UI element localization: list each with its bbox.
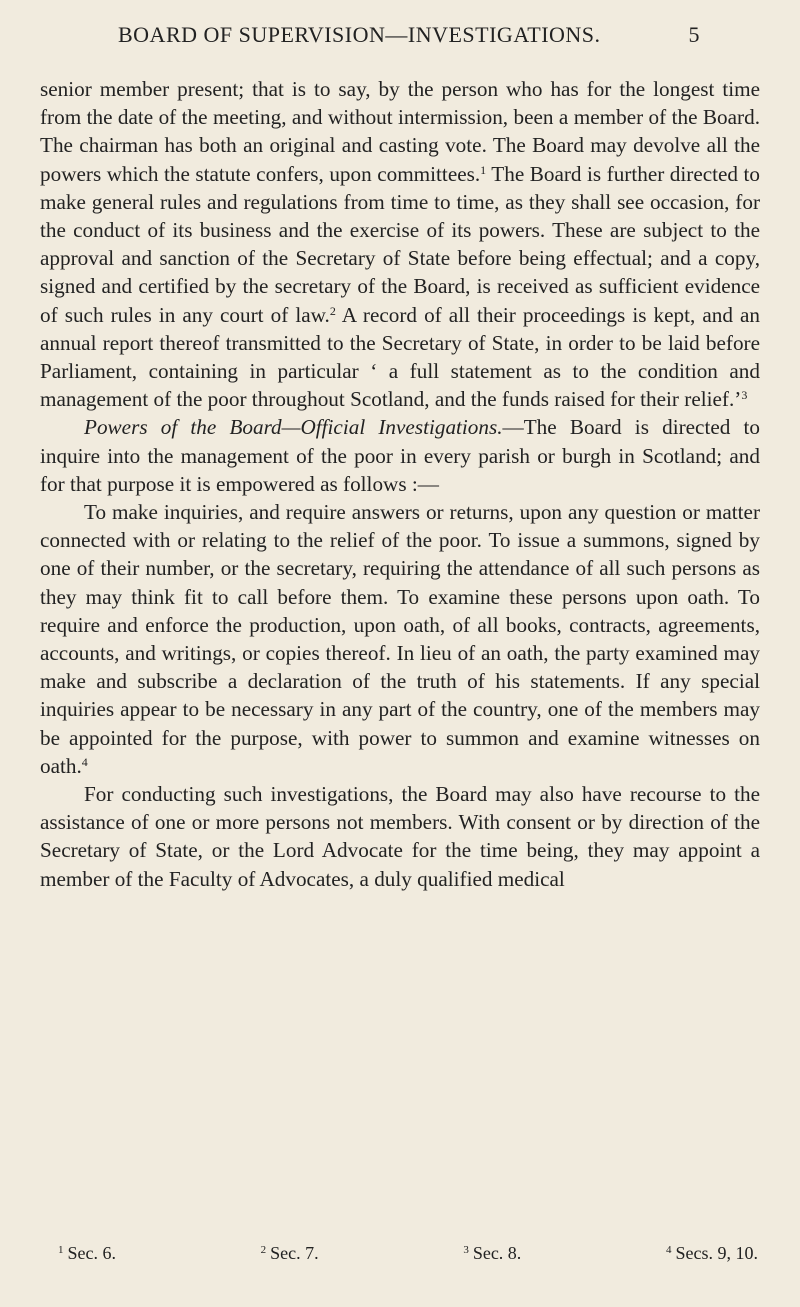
footnote [666, 1242, 758, 1264]
paragraph-4-text: For conducting such investigations, the Board may also have recourse to the assistance of one or more persons not members. With consent or by direction of the Secretary of State, or the Lord Advocate for the time being, they may appoint a member of the Faculty of Advocates, a duly qualified medical [40, 782, 760, 891]
page-number: 5 [688, 22, 700, 47]
footnote-ref-1: 1 [480, 162, 487, 177]
running-title: BOARD OF SUPERVISION—INVESTIGATIONS. [118, 22, 601, 47]
body-text [40, 75, 760, 893]
footnote-text: Sec. 8. [472, 1243, 522, 1263]
footnote [261, 1242, 319, 1264]
footnote-text: Secs. 9, 10. [675, 1243, 758, 1263]
footnote-mark: 2 [260, 1244, 267, 1256]
footnote-mark: 1 [58, 1244, 64, 1256]
paragraph-1-text-c: A record of all their proceedings is kept, and an annual report thereof transmitted to the Secretary of State, in order to be laid before Parliament, containing in particular ‘ a full statement as to the condition and management of the poor throughout Scotland, and the funds raised for their relief.’ [40, 302, 760, 412]
paragraph-3-text: To make inquiries, and require answers or returns, upon any question or matter connected with or relating to the relief of the poor. To issue a summons, signed by one of their number, or the secretary, requiring the attendance of all such persons as they may think fit to call before them. To examine these persons upon oath. To require and enforce the production, upon oath, of all books, contracts, agreements, accounts, and writings, or copies thereof. In lieu of an oath, the party examined may make and subscribe a declaration of the truth of his statements. If any special inquiries appear to be necessary in any part of the country, one of the members may be appointed for the purpose, with power to summon and examine witnesses on oath. [40, 500, 760, 778]
paragraph-1-text-b: The Board is further directed to make general rules and regulations from time to time, as they shall see occasion, for the conduct of its business and the exercise of its powers. These are subject to the approval and sanction of the Secretary of State before being effectual; and a copy, signed and certified by the secretary of the Board, is received as sufficient evidence of such rules in any court of law. [40, 161, 761, 327]
footnote-mark: 4 [665, 1244, 672, 1256]
footnote-mark: 3 [463, 1244, 469, 1256]
footnote-ref-4: 4 [81, 754, 88, 769]
footnote-text: Sec. 7. [270, 1243, 319, 1263]
paragraph-1 [40, 75, 760, 413]
running-head [118, 22, 700, 58]
paragraph-1-text-a: senior member present; that is to say, by the person who has for the longest time from the date of the meeting, and without intermission, been a member of the Board. The chairman has both an original and casting vote. The Board may devolve all the powers which the statute confers, upon committees. [40, 77, 760, 186]
paragraph-3 [40, 498, 760, 780]
footnote-ref-2: 2 [329, 303, 336, 318]
section-heading: Powers of the Board—Official Investigations. [84, 415, 503, 440]
paragraph-2-text: —The Board is directed to inquire into the management of the poor in every parish or burgh in Scotland; and for that purpose it is empowered as follows :— [40, 415, 760, 496]
paragraph-2 [40, 413, 760, 498]
footnotes [58, 1242, 758, 1264]
footnote [463, 1242, 521, 1264]
footnote [58, 1242, 116, 1264]
footnote-ref-3: 3 [741, 388, 748, 403]
paragraph-4 [40, 780, 760, 893]
footnote-text: Sec. 6. [67, 1243, 116, 1263]
